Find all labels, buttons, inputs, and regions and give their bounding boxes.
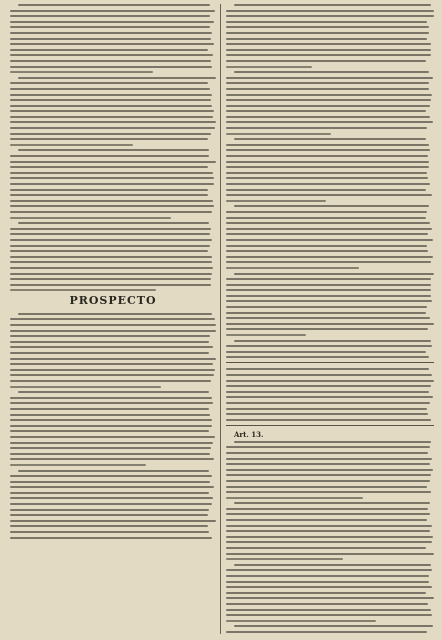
text-line	[234, 502, 430, 504]
text-line	[226, 256, 433, 258]
text-line	[226, 575, 429, 577]
text-line	[226, 278, 431, 280]
text-line	[226, 385, 431, 387]
text-line	[10, 397, 212, 399]
section-rule	[226, 362, 434, 363]
text-line	[10, 54, 213, 56]
text-line	[226, 245, 427, 247]
text-line	[226, 233, 428, 235]
text-line	[226, 133, 331, 135]
text-line	[226, 609, 431, 611]
text-line	[10, 419, 212, 421]
text-line	[10, 183, 214, 185]
text-line	[226, 541, 432, 543]
text-line	[234, 205, 429, 207]
text-line	[18, 391, 209, 393]
right-column-text-block	[226, 4, 434, 358]
text-line	[10, 458, 214, 460]
article-13-label: Art. 13.	[234, 429, 264, 439]
text-line	[10, 363, 213, 365]
text-line	[10, 99, 211, 101]
text-line	[10, 330, 216, 332]
text-line	[226, 289, 431, 291]
text-line	[10, 49, 208, 51]
text-line	[226, 592, 426, 594]
text-line	[10, 525, 208, 527]
text-line	[226, 15, 434, 17]
text-line	[10, 194, 208, 196]
text-line	[226, 419, 431, 421]
text-line	[226, 127, 427, 129]
text-line	[226, 200, 326, 202]
text-line	[10, 217, 171, 219]
text-line	[10, 380, 211, 382]
text-line	[226, 519, 427, 521]
text-line	[10, 15, 210, 17]
text-line	[226, 480, 430, 482]
text-line	[226, 10, 434, 12]
text-line	[226, 631, 427, 633]
text-line	[10, 261, 212, 263]
text-line	[10, 284, 211, 286]
text-line	[226, 54, 431, 56]
text-line	[10, 267, 213, 269]
text-line	[10, 402, 213, 404]
text-line	[234, 564, 431, 566]
text-line	[234, 441, 431, 443]
text-line	[18, 4, 210, 6]
text-line	[226, 60, 426, 62]
text-line	[226, 228, 432, 230]
text-line	[226, 21, 427, 23]
text-line	[10, 127, 215, 129]
text-line	[226, 38, 427, 40]
text-line	[226, 351, 426, 353]
text-line	[226, 402, 430, 404]
text-line	[10, 239, 212, 241]
text-line	[10, 414, 210, 416]
text-line	[10, 509, 209, 511]
article-text-block	[226, 441, 434, 634]
text-line	[10, 256, 212, 258]
text-line	[226, 530, 430, 532]
text-line	[10, 205, 214, 207]
text-line	[10, 82, 208, 84]
text-line	[226, 328, 428, 330]
text-line	[10, 503, 212, 505]
text-line	[226, 295, 431, 297]
text-line	[10, 278, 211, 280]
text-line	[226, 452, 428, 454]
text-line	[10, 116, 213, 118]
text-line	[226, 581, 429, 583]
text-line	[226, 469, 433, 471]
text-line	[226, 94, 432, 96]
text-line	[10, 155, 209, 157]
italic-notice-text-block	[226, 368, 434, 420]
text-line	[10, 166, 208, 168]
text-line	[226, 497, 363, 499]
text-line	[10, 497, 213, 499]
text-line	[10, 138, 208, 140]
text-line	[10, 172, 213, 174]
text-line	[10, 346, 213, 348]
text-line	[10, 324, 216, 326]
text-line	[10, 289, 156, 291]
text-line	[10, 436, 215, 438]
text-line	[226, 110, 426, 112]
text-line	[226, 217, 426, 219]
text-line	[10, 369, 215, 371]
text-line	[226, 172, 427, 174]
text-line	[226, 161, 429, 163]
text-line	[226, 144, 429, 146]
right-column	[226, 4, 434, 634]
text-line	[226, 267, 359, 269]
text-line	[226, 380, 434, 382]
text-line	[226, 474, 431, 476]
text-line	[226, 620, 376, 622]
text-line	[10, 481, 210, 483]
text-line	[226, 88, 429, 90]
text-line	[226, 614, 432, 616]
text-line	[10, 10, 215, 12]
text-line	[226, 408, 427, 410]
column-divider	[220, 4, 221, 634]
text-line	[10, 233, 210, 235]
text-line	[226, 334, 306, 336]
text-line	[226, 603, 428, 605]
text-line	[226, 569, 432, 571]
text-line	[234, 340, 431, 342]
text-line	[226, 77, 433, 79]
text-line	[226, 525, 432, 527]
text-line	[10, 21, 214, 23]
text-line	[226, 155, 428, 157]
text-line	[226, 597, 434, 599]
text-line	[226, 345, 432, 347]
text-line	[226, 513, 430, 515]
text-line	[226, 306, 427, 308]
text-line	[226, 458, 432, 460]
text-line	[10, 442, 213, 444]
text-line	[226, 194, 432, 196]
text-line	[226, 413, 428, 415]
text-line	[18, 222, 209, 224]
text-line	[10, 43, 214, 45]
text-line	[10, 514, 208, 516]
text-line	[226, 300, 432, 302]
text-line	[10, 537, 212, 539]
text-line	[10, 228, 211, 230]
text-line	[10, 273, 212, 275]
text-line	[10, 430, 209, 432]
text-line	[226, 553, 434, 555]
text-line	[226, 222, 430, 224]
text-line	[10, 447, 211, 449]
text-line	[10, 94, 212, 96]
text-line	[10, 486, 214, 488]
text-line	[226, 43, 431, 45]
text-line	[10, 250, 208, 252]
text-line	[226, 183, 430, 185]
text-line	[234, 625, 433, 627]
text-line	[10, 26, 210, 28]
text-line	[226, 368, 429, 370]
text-line	[10, 38, 211, 40]
text-line	[234, 71, 429, 73]
text-line	[226, 105, 430, 107]
section-rule	[226, 425, 434, 426]
text-line	[10, 144, 133, 146]
text-line	[226, 463, 430, 465]
text-line	[226, 116, 430, 118]
text-line	[226, 391, 429, 393]
text-line	[226, 491, 431, 493]
prospecto-text-block	[10, 313, 216, 539]
text-line	[10, 374, 214, 376]
prospecto-heading: PROSPECTO	[69, 293, 157, 307]
text-line	[226, 356, 429, 358]
text-line	[10, 358, 216, 360]
text-line	[226, 211, 427, 213]
text-line	[226, 66, 312, 68]
text-line	[226, 547, 426, 549]
text-line	[226, 486, 427, 488]
text-line	[226, 312, 426, 314]
text-line	[226, 32, 429, 34]
text-line	[226, 26, 429, 28]
text-line	[226, 374, 432, 376]
text-line	[226, 323, 434, 325]
text-line	[226, 49, 431, 51]
text-line	[234, 4, 431, 6]
text-line	[10, 531, 209, 533]
text-line	[234, 138, 426, 140]
text-line	[226, 99, 431, 101]
text-line	[226, 177, 428, 179]
text-line	[10, 110, 214, 112]
text-line	[10, 161, 216, 163]
text-line	[226, 536, 433, 538]
text-line	[226, 284, 431, 286]
text-line	[18, 470, 209, 472]
text-line	[10, 425, 212, 427]
text-line	[10, 88, 210, 90]
text-line	[226, 121, 433, 123]
text-line	[10, 352, 209, 354]
text-line	[10, 105, 212, 107]
text-line	[10, 464, 146, 466]
text-line	[10, 32, 212, 34]
text-line	[226, 149, 430, 151]
text-line	[10, 341, 209, 343]
text-line	[10, 475, 212, 477]
text-line	[10, 408, 209, 410]
text-line	[226, 508, 428, 510]
text-line	[10, 133, 211, 135]
text-line	[10, 335, 210, 337]
text-line	[226, 396, 433, 398]
text-line	[10, 386, 161, 388]
text-line	[226, 82, 429, 84]
text-line	[10, 245, 210, 247]
text-line	[10, 66, 212, 68]
text-line	[10, 189, 208, 191]
text-line	[234, 273, 434, 275]
text-line	[226, 166, 429, 168]
text-line	[226, 317, 430, 319]
text-line	[10, 200, 213, 202]
text-line	[10, 71, 153, 73]
text-line	[10, 492, 209, 494]
text-line	[10, 60, 211, 62]
text-line	[226, 261, 431, 263]
text-line	[10, 211, 212, 213]
text-line	[10, 520, 216, 522]
text-line	[18, 149, 209, 151]
left-column-text-block	[10, 4, 216, 291]
text-line	[10, 121, 216, 123]
text-line	[10, 318, 215, 320]
text-line	[226, 250, 428, 252]
text-line	[226, 586, 432, 588]
left-column	[10, 4, 216, 634]
text-line	[18, 313, 212, 315]
text-line	[10, 177, 214, 179]
text-line	[10, 453, 210, 455]
text-line	[226, 189, 426, 191]
text-line	[226, 558, 343, 560]
text-line	[226, 446, 430, 448]
text-line	[18, 77, 216, 79]
text-line	[226, 239, 433, 241]
